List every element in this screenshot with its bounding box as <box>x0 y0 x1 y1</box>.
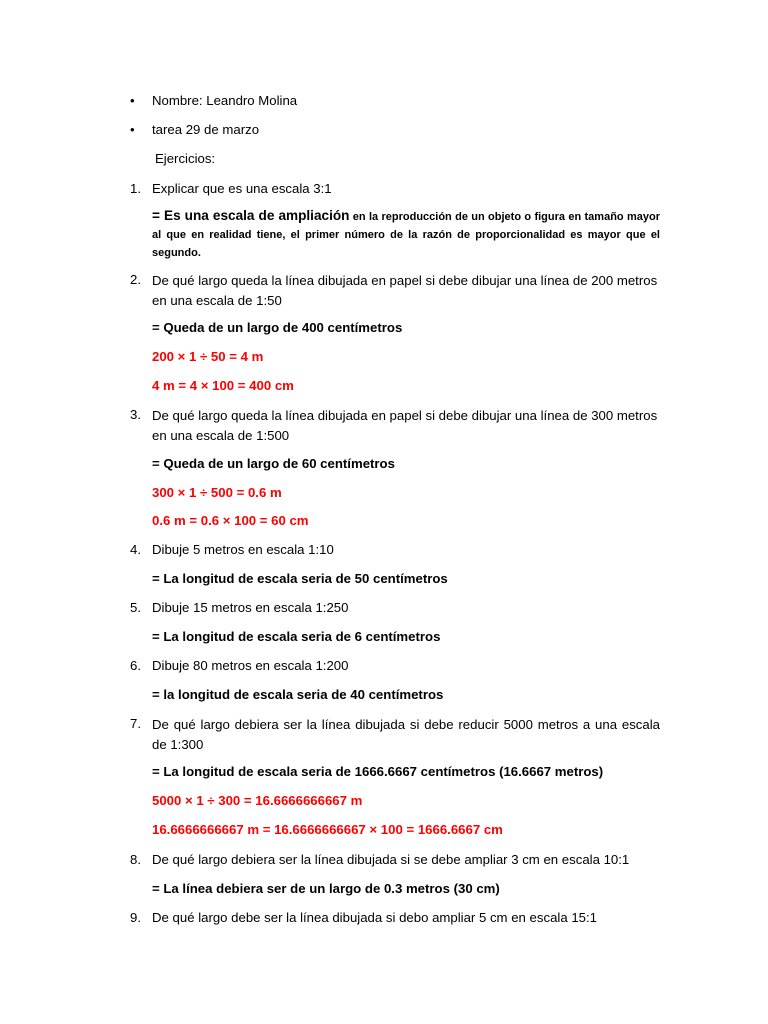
calculation: 16.6666666667 m = 16.6666666667 × 100 = 1666.6667 cm <box>152 822 503 837</box>
bullet-marker: • <box>130 122 135 137</box>
exercise-answer: = Queda de un largo de 400 centímetros <box>152 320 403 335</box>
exercise-number: 3. <box>130 407 141 422</box>
exercise-answer: = La longitud de escala seria de 6 centímetros <box>152 629 441 644</box>
exercise-number: 1. <box>130 181 141 196</box>
exercise-number: 4. <box>130 542 141 557</box>
answer-text: en la reproducción de un objeto o figura en tamaño mayor al que en realidad tiene, el primer número de la razón de proporcionalidad es mayor que el segundo. <box>152 211 660 259</box>
exercise-question: Explicar que es una escala 3:1 <box>152 181 332 196</box>
calculation: 0.6 m = 0.6 × 100 = 60 cm <box>152 513 309 528</box>
calculation: 200 × 1 ÷ 50 = 4 m <box>152 349 264 364</box>
exercise-answer: = La longitud de escala seria de 50 centímetros <box>152 571 448 586</box>
answer-lead: = Es una escala de ampliación <box>152 208 350 223</box>
bullet-marker: • <box>130 93 135 108</box>
exercise-question: Dibuje 5 metros en escala 1:10 <box>152 542 334 557</box>
calculation: 5000 × 1 ÷ 300 = 16.6666666667 m <box>152 793 363 808</box>
exercise-1-answer <box>152 207 660 262</box>
exercise-answer: = La longitud de escala seria de 1666.6667 centímetros (16.6667 metros) <box>152 764 604 779</box>
task-date: tarea 29 de marzo <box>152 122 260 137</box>
exercise-answer: = Queda de un largo de 60 centímetros <box>152 456 395 471</box>
exercise-number: 9. <box>130 910 141 925</box>
exercise-question: De qué largo debe ser la línea dibujada si debo ampliar 5 cm en escala 15:1 <box>152 910 597 925</box>
exercise-question: De qué largo queda la línea dibujada en papel si debe dibujar una línea de 200 metros en una escala de 1:50 <box>152 273 658 308</box>
exercise-answer: = La línea debiera ser de un largo de 0.3 metros (30 cm) <box>152 881 500 896</box>
exercise-question: Dibuje 15 metros en escala 1:250 <box>152 600 349 615</box>
calculation: 4 m = 4 × 100 = 400 cm <box>152 378 294 393</box>
exercise-question: De qué largo queda la línea dibujada en papel si debe dibujar una línea de 300 metros en una escala de 1:500 <box>152 408 658 443</box>
exercise-number: 8. <box>130 852 141 867</box>
exercise-question: De qué largo debiera ser la línea dibujada si se debe ampliar 3 cm en escala 10:1 <box>152 852 630 867</box>
calculation: 300 × 1 ÷ 500 = 0.6 m <box>152 485 282 500</box>
exercise-number: 2. <box>130 272 141 287</box>
exercise-number: 6. <box>130 658 141 673</box>
exercise-number: 5. <box>130 600 141 615</box>
exercise-question: Dibuje 80 metros en escala 1:200 <box>152 658 349 673</box>
student-name: Nombre: Leandro Molina <box>152 93 298 108</box>
section-heading: Ejercicios: <box>155 151 216 166</box>
exercise-question: De qué largo debiera ser la línea dibujada si debe reducir 5000 metros a una escala de 1:300 <box>152 717 660 752</box>
exercise-answer: = la longitud de escala seria de 40 centímetros <box>152 687 444 702</box>
exercise-number: 7. <box>130 716 141 731</box>
